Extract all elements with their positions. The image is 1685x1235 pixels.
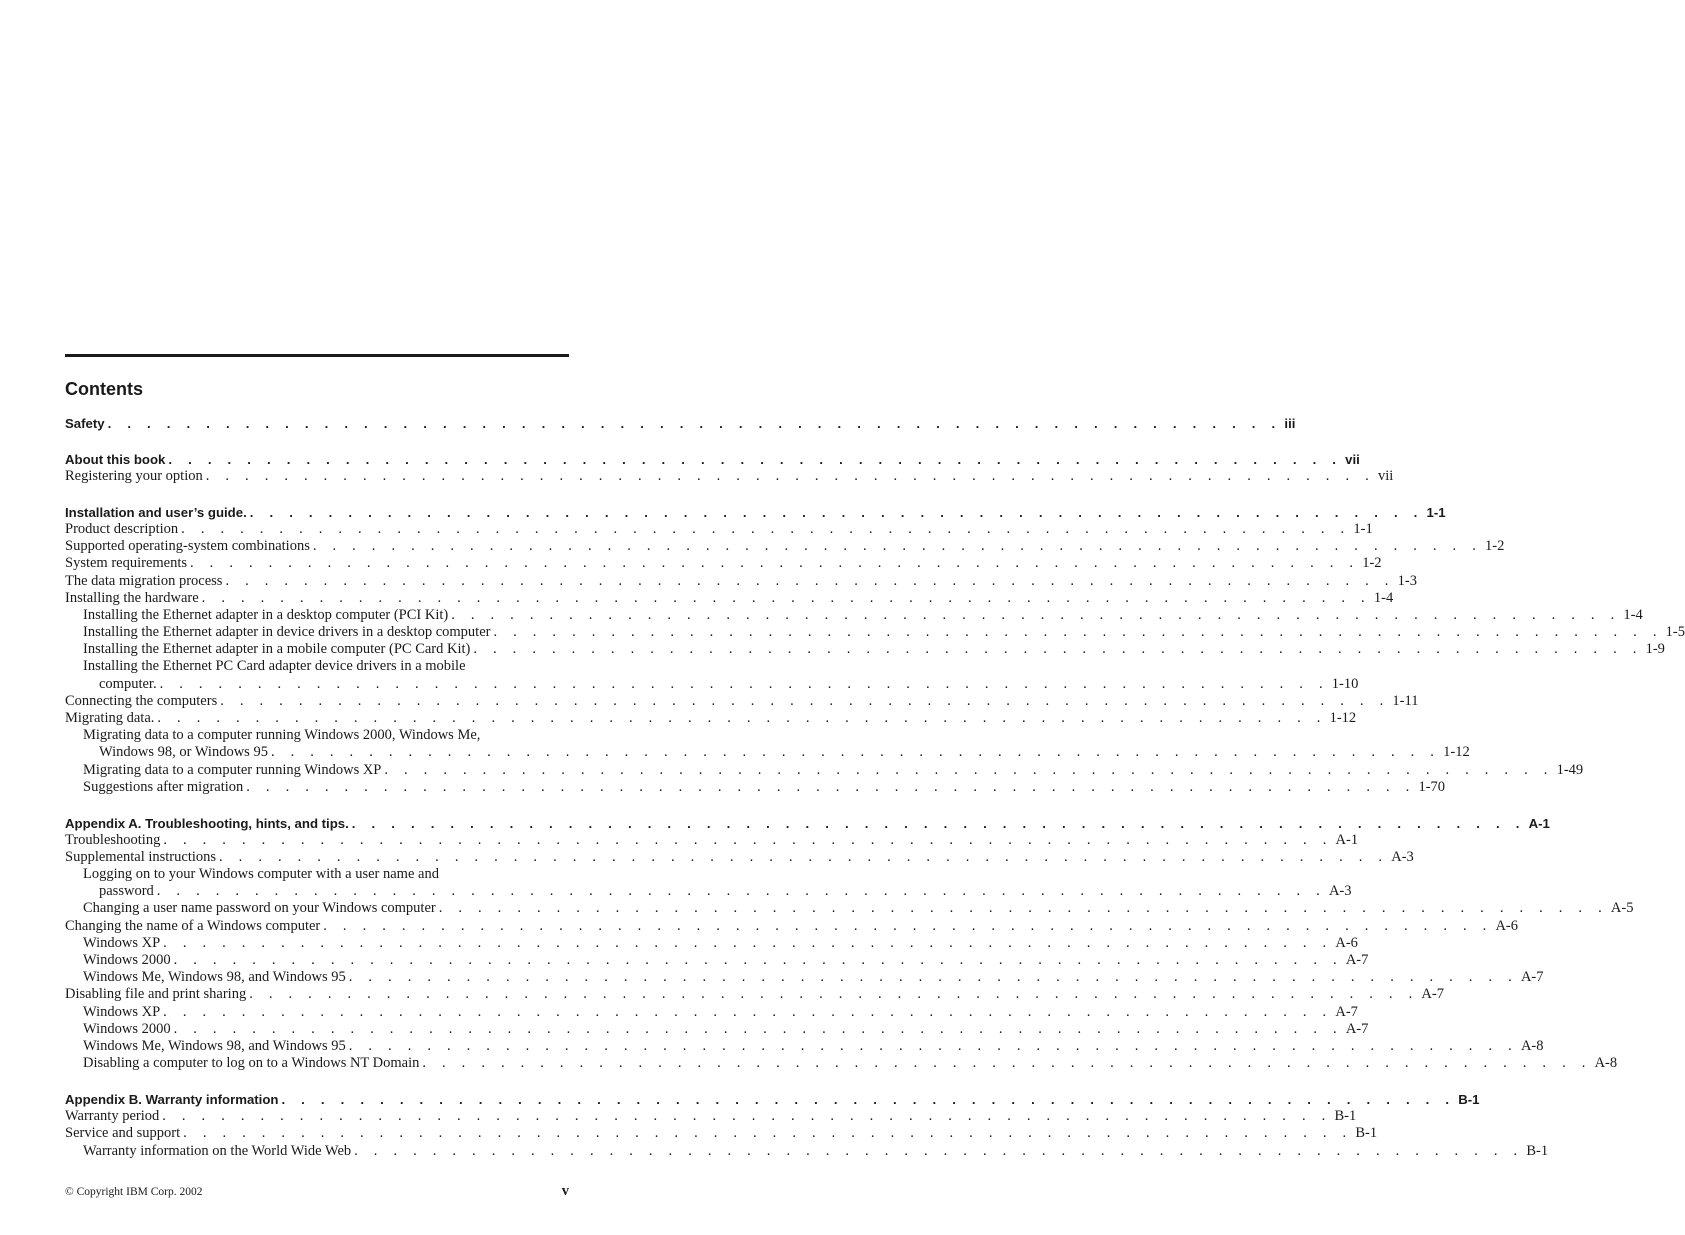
dot-leader: . . . . . . . . . . . . . . . . . . . . . . . . . . . . . . . . . . . . . . . . . . . . . . . . . . . . . . . . . . . .: [351, 815, 1526, 831]
toc-entry-title: Disabling file and print sharing: [65, 986, 247, 1003]
dot-leader: . . . . . . . . . . . . . . . . . . . . . . . . . . . . . . . . . . . . . . . . . . . . . . . . . . . . . . . . . . . .: [163, 831, 1333, 848]
dot-leader: . . . . . . . . . . . . . . . . . . . . . . . . . . . . . . . . . . . . . . . . . . . . . . . . . . . . . . . . . . . .: [163, 1003, 1333, 1020]
toc-entry[interactable]: [65, 555, 1382, 572]
dot-leader: . . . . . . . . . . . . . . . . . . . . . . . . . . . . . . . . . . . . . . . . . . . . . . . . . . . . . . . . . . . .: [157, 710, 1327, 726]
page-title: Contents: [65, 379, 143, 399]
dot-leader: . . . . . . . . . . . . . . . . . . . . . . . . . . . . . . . . . . . . . . . . . . . . . . . . . . . . . . . . . . . .: [438, 900, 1608, 917]
toc-entry[interactable]: [65, 1003, 1358, 1021]
toc-entry-title: Migrating data to a computer running Windows 2000, Windows Me,: [83, 727, 481, 744]
toc-entry-title: Warranty period: [65, 1108, 160, 1125]
toc-entry-title: Logging on to your Windows computer with a user name and: [83, 866, 439, 883]
toc-entry[interactable]: [65, 675, 1359, 693]
dot-leader: . . . . . . . . . . . . . . . . . . . . . . . . . . . . . . . . . . . . . . . . . . . . . . . . . . . . . . . . . . . .: [246, 778, 1416, 795]
dot-leader: . . . . . . . . . . . . . . . . . . . . . . . . . . . . . . . . . . . . . . . . . . . . . . . . . . . . . . . . . . . .: [159, 675, 1329, 692]
dot-leader: . . . . . . . . . . . . . . . . . . . . . . . . . . . . . . . . . . . . . . . . . . . . . . . . . . . . . . . . . . . .: [323, 917, 1493, 934]
toc-entry[interactable]: [65, 761, 1584, 779]
toc-entry[interactable]: [65, 778, 1446, 796]
toc-entry[interactable]: [65, 934, 1358, 952]
toc-entry[interactable]: [65, 815, 1550, 832]
toc-entry[interactable]: [65, 692, 1419, 710]
toc-entry-page: B-1: [1526, 1142, 1549, 1159]
dot-leader: . . . . . . . . . . . . . . . . . . . . . . . . . . . . . . . . . . . . . . . . . . . . . . . . . . . . . . . . . . . .: [225, 572, 1395, 589]
toc-entry[interactable]: [65, 986, 1444, 1003]
toc-entry-page: A-5: [1610, 900, 1634, 917]
dot-leader: . . . . . . . . . . . . . . . . . . . . . . . . . . . . . . . . . . . . . . . . . . . . . . . . . . . . . . . . . . . .: [219, 848, 1389, 865]
toc-entry-page: A-7: [1345, 952, 1369, 969]
toc-entry-page: A-7: [1421, 986, 1444, 1003]
dot-leader: . . . . . . . . . . . . . . . . . . . . . . . . . . . . . . . . . . . . . . . . . . . . . . . . . . . . . . . . . . . .: [348, 969, 1518, 986]
toc-entry[interactable]: [65, 831, 1359, 849]
dot-leader: . . . . . . . . . . . . . . . . . . . . . . . . . . . . . . . . . . . . . . . . . . . . . . . . . . . . . . . . . . . .: [473, 641, 1643, 658]
toc-entry[interactable]: [65, 1037, 1544, 1055]
toc-entry-title: Windows 2000: [83, 1020, 171, 1037]
dot-leader: . . . . . . . . . . . . . . . . . . . . . . . . . . . . . . . . . . . . . . . . . . . . . . . . . . . . . . . . . . . .: [201, 589, 1371, 606]
toc-entry[interactable]: [65, 848, 1414, 866]
toc-entry-page: A-7: [1335, 1003, 1358, 1020]
toc-entry[interactable]: [65, 952, 1369, 969]
toc-entry-title: Windows 2000: [83, 952, 171, 969]
toc-entry[interactable]: [65, 658, 569, 675]
dot-leader: . . . . . . . . . . . . . . . . . . . . . . . . . . . . . . . . . . . . . . . . . . . . . . . . . . . . . . . . . . . .: [348, 1037, 1518, 1054]
toc-entry[interactable]: [65, 744, 1470, 761]
dot-leader: . . . . . . . . . . . . . . . . . . . . . . . . . . . . . . . . . . . . . . . . . . . . . . . . . . . . . . . . . . . .: [220, 692, 1390, 709]
toc-entry-title: Migrating data to a computer running Windows XP: [83, 761, 382, 778]
toc-entry-page: 1-49: [1556, 761, 1584, 778]
toc-entry-page: A-3: [1391, 848, 1414, 865]
toc-entry-page: A-7: [1520, 969, 1544, 986]
toc-entry[interactable]: [65, 451, 1360, 468]
toc-entry-page: 1-9: [1645, 641, 1665, 658]
toc-entry-title: Registering your option: [65, 467, 203, 484]
toc-entry-title: Installation and user’s guide.: [65, 504, 247, 520]
toc-entry-title: Troubleshooting: [65, 831, 161, 848]
dot-leader: . . . . . . . . . . . . . . . . . . . . . . . . . . . . . . . . . . . . . . . . . . . . . . . . . . . . . . . . . . . .: [249, 504, 1424, 520]
toc-entry[interactable]: [65, 883, 1352, 900]
toc-entry[interactable]: [65, 917, 1519, 935]
toc-entry[interactable]: [65, 415, 1296, 432]
toc-entry-page: 1-3: [1397, 572, 1417, 589]
toc-entry-title: Appendix B. Warranty information: [65, 1091, 279, 1107]
dot-leader: . . . . . . . . . . . . . . . . . . . . . . . . . . . . . . . . . . . . . . . . . . . . . . . . . . . . . . . . . . . .: [493, 624, 1663, 641]
dot-leader: . . . . . . . . . . . . . . . . . . . . . . . . . . . . . . . . . . . . . . . . . . . . . . . . . . . . . . . . . . . .: [190, 555, 1360, 572]
toc-entry[interactable]: [65, 624, 1685, 641]
toc-entry-page: B-1: [1458, 1091, 1480, 1107]
toc-entry-title: Installing the Ethernet PC Card adapter device drivers in a mobile: [83, 658, 466, 675]
toc-entry-title: Changing the name of a Windows computer: [65, 917, 321, 934]
dot-leader: . . . . . . . . . . . . . . . . . . . . . . . . . . . . . . . . . . . . . . . . . . . . . . . . . . . . . . . . . . . .: [181, 520, 1351, 537]
dot-leader: . . . . . . . . . . . . . . . . . . . . . . . . . . . . . . . . . . . . . . . . . . . . . . . . . . . . . . . . . . . .: [451, 606, 1621, 623]
toc-entry-title: Installing the Ethernet adapter in a desktop computer (PCI Kit): [83, 606, 449, 623]
copyright-notice: © Copyright IBM Corp. 2002: [65, 1186, 203, 1198]
toc-entry[interactable]: [65, 1091, 1480, 1108]
toc-entry-page: 1-2: [1485, 538, 1505, 555]
toc-entry[interactable]: [65, 520, 1373, 538]
dot-leader: . . . . . . . . . . . . . . . . . . . . . . . . . . . . . . . . . . . . . . . . . . . . . . . . . . . . . . . . . . . .: [249, 986, 1419, 1003]
toc-entry-title: Windows XP: [83, 1003, 161, 1020]
toc-entry-page: 1-2: [1362, 555, 1382, 572]
toc-entry[interactable]: [65, 1125, 1378, 1142]
toc-entry[interactable]: [65, 710, 1357, 727]
toc-entry-page: 1-5: [1665, 624, 1685, 641]
toc-entry-page: A-8: [1594, 1055, 1618, 1072]
toc-entry-page: 1-4: [1373, 589, 1394, 606]
toc-entry[interactable]: [65, 606, 1643, 624]
dot-leader: . . . . . . . . . . . . . . . . . . . . . . . . . . . . . . . . . . . . . . . . . . . . . . . . . . . . . . . . . . . .: [168, 451, 1343, 467]
toc-entry-page: 1-4: [1623, 606, 1643, 623]
toc-entry-page: 1-70: [1418, 778, 1446, 795]
toc-entry[interactable]: [65, 467, 1394, 485]
toc-entry-title: password: [99, 883, 154, 900]
toc-entry[interactable]: [65, 727, 569, 744]
toc-entry-page: vii: [1345, 451, 1360, 467]
toc-entry-page: 1-12: [1443, 744, 1470, 761]
dot-leader: . . . . . . . . . . . . . . . . . . . . . . . . . . . . . . . . . . . . . . . . . . . . . . . . . . . . . . . . . . . .: [205, 467, 1375, 484]
dot-leader: . . . . . . . . . . . . . . . . . . . . . . . . . . . . . . . . . . . . . . . . . . . . . . . . . . . . . . . . . . . .: [162, 1108, 1332, 1125]
table-of-contents: [65, 415, 1685, 1160]
toc-entry-title: Windows XP: [83, 934, 161, 951]
toc-entry-page: iii: [1284, 416, 1296, 431]
toc-entry[interactable]: [65, 504, 1446, 521]
toc-entry-title: The data migration process: [65, 572, 223, 589]
toc-entry-title: Installing the Ethernet adapter in a mobile computer (PC Card Kit): [83, 641, 471, 658]
toc-entry[interactable]: [65, 900, 1634, 917]
dot-leader: . . . . . . . . . . . . . . . . . . . . . . . . . . . . . . . . . . . . . . . . . . . . . . . . . . . . . . . . . . . .: [183, 1125, 1353, 1142]
toc-entry[interactable]: [65, 969, 1544, 986]
toc-entry-title: Suggestions after migration: [83, 778, 244, 795]
toc-entry-page: A-7: [1345, 1020, 1369, 1037]
toc-entry-page: 1-11: [1392, 692, 1419, 709]
toc-entry-title: Windows Me, Windows 98, and Windows 95: [83, 1037, 346, 1054]
toc-entry[interactable]: [65, 1055, 1618, 1072]
toc-entry[interactable]: [65, 538, 1505, 555]
toc-entry[interactable]: [65, 866, 569, 883]
dot-leader: . . . . . . . . . . . . . . . . . . . . . . . . . . . . . . . . . . . . . . . . . . . . . . . . . . . . . . . . . . . .: [354, 1142, 1524, 1159]
toc-entry-page: B-1: [1355, 1125, 1378, 1142]
toc-entry-title: Connecting the computers: [65, 692, 218, 709]
toc-entry-page: vii: [1377, 467, 1394, 484]
dot-leader: . . . . . . . . . . . . . . . . . . . . . . . . . . . . . . . . . . . . . . . . . . . . . . . . . . . . . . . . . . . .: [173, 952, 1343, 969]
toc-entry[interactable]: [65, 1108, 1357, 1125]
toc-entry-page: 1-12: [1329, 710, 1357, 726]
toc-entry-page: A-8: [1520, 1037, 1544, 1054]
toc-entry[interactable]: [65, 572, 1417, 590]
toc-entry-title: Installing the hardware: [65, 589, 199, 606]
toc-entry-page: A-6: [1335, 934, 1358, 951]
page-number: v: [561, 1183, 569, 1199]
dot-leader: . . . . . . . . . . . . . . . . . . . . . . . . . . . . . . . . . . . . . . . . . . . . . . . . . . . . . . . . . . . .: [312, 538, 1483, 555]
toc-entry-title: Product description: [65, 520, 179, 537]
dot-leader: . . . . . . . . . . . . . . . . . . . . . . . . . . . . . . . . . . . . . . . . . . . . . . . . . . . . . . . . . . . .: [384, 761, 1554, 778]
toc-entry-title: Appendix A. Troubleshooting, hints, and tips.: [65, 815, 349, 831]
toc-entry-title: Windows 98, or Windows 95: [99, 744, 268, 761]
toc-entry-title: Changing a user name password on your Windows computer: [83, 900, 436, 917]
dot-leader: . . . . . . . . . . . . . . . . . . . . . . . . . . . . . . . . . . . . . . . . . . . . . . . . . . . . . . . . . . . .: [281, 1091, 1456, 1107]
toc-entry-title: Safety: [65, 416, 105, 431]
toc-entry[interactable]: [65, 1142, 1549, 1160]
toc-entry-title: Warranty information on the World Wide Web: [83, 1142, 352, 1159]
toc-entry-title: Disabling a computer to log on to a Windows NT Domain: [83, 1055, 420, 1072]
toc-entry-title: Windows Me, Windows 98, and Windows 95: [83, 969, 346, 986]
toc-entry-page: 1-10: [1331, 675, 1359, 692]
toc-entry[interactable]: [65, 589, 1394, 607]
toc-entry[interactable]: [65, 1020, 1369, 1038]
toc-entry-title: Migrating data.: [65, 710, 155, 726]
toc-entry-title: Supplemental instructions: [65, 848, 217, 865]
dot-leader: . . . . . . . . . . . . . . . . . . . . . . . . . . . . . . . . . . . . . . . . . . . . . . . . . . . . . . . . . . . .: [270, 744, 1441, 761]
toc-entry-page: A-6: [1495, 917, 1519, 934]
toc-entry[interactable]: [65, 641, 1665, 658]
toc-entry-page: B-1: [1334, 1108, 1357, 1125]
toc-entry-title: computer.: [99, 675, 157, 692]
toc-entry-page: 1-1: [1426, 504, 1446, 520]
toc-entry-title: About this book: [65, 451, 166, 467]
dot-leader: . . . . . . . . . . . . . . . . . . . . . . . . . . . . . . . . . . . . . . . . . . . . . . . . . . . . . . . . . . . .: [163, 934, 1333, 951]
dot-leader: . . . . . . . . . . . . . . . . . . . . . . . . . . . . . . . . . . . . . . . . . . . . . . . . . . . . . . . . . . . .: [107, 416, 1282, 431]
dot-leader: . . . . . . . . . . . . . . . . . . . . . . . . . . . . . . . . . . . . . . . . . . . . . . . . . . . . . . . . . . . .: [173, 1020, 1343, 1037]
header-rule: [65, 354, 569, 357]
toc-entry-title: System requirements: [65, 555, 188, 572]
toc-entry-page: 1-1: [1353, 520, 1373, 537]
toc-entry-title: Service and support: [65, 1125, 181, 1142]
dot-leader: . . . . . . . . . . . . . . . . . . . . . . . . . . . . . . . . . . . . . . . . . . . . . . . . . . . . . . . . . . . .: [156, 883, 1326, 900]
toc-entry-page: A-1: [1335, 831, 1359, 848]
dot-leader: . . . . . . . . . . . . . . . . . . . . . . . . . . . . . . . . . . . . . . . . . . . . . . . . . . . . . . . . . . . .: [422, 1055, 1592, 1072]
toc-entry-title: Supported operating-system combinations: [65, 538, 310, 555]
toc-entry-title: Installing the Ethernet adapter in device drivers in a desktop computer: [83, 624, 491, 641]
toc-entry-page: A-1: [1528, 815, 1550, 831]
toc-entry-page: A-3: [1328, 883, 1352, 900]
